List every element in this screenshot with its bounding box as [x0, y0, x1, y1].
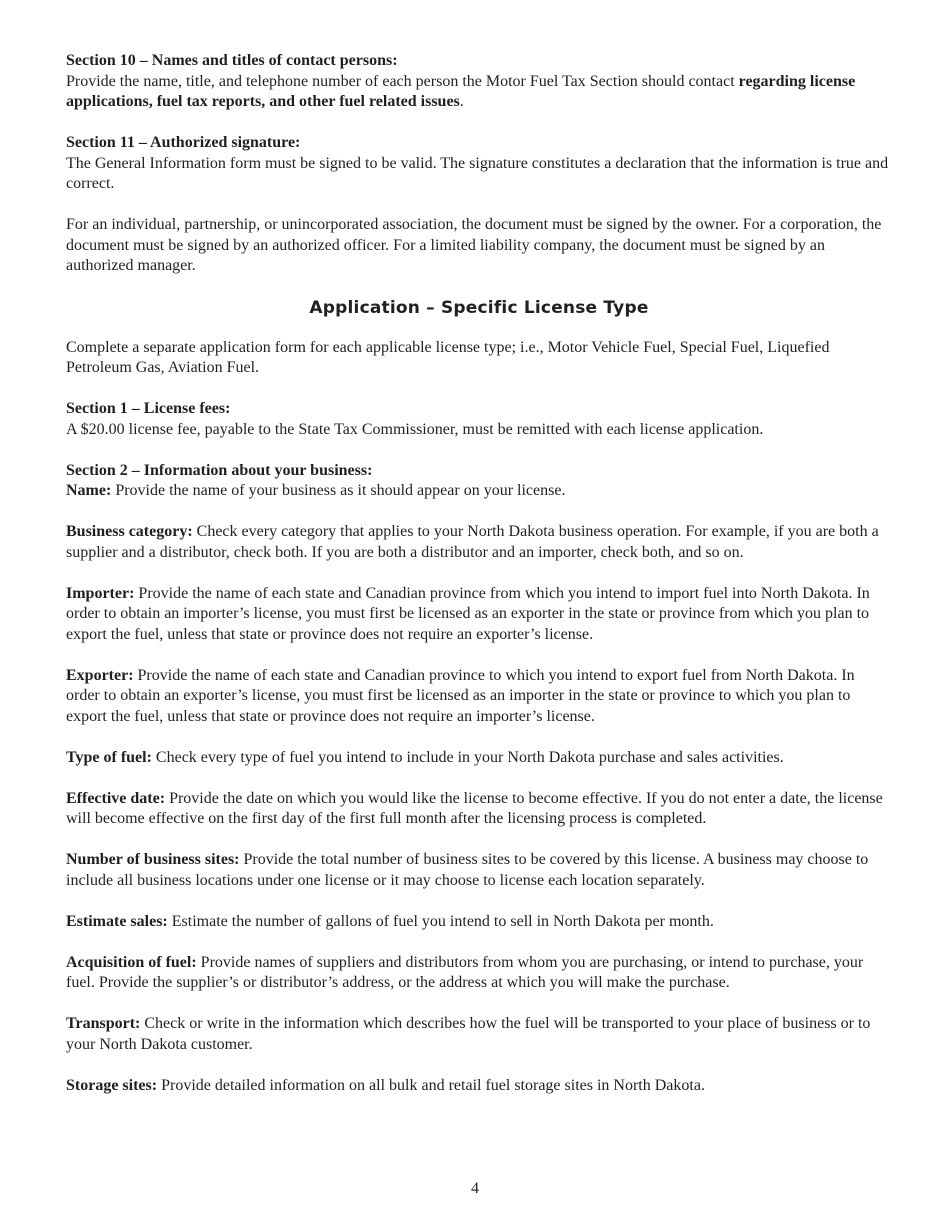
section-10-text: Provide the name, title, and telephone number of each person the Motor Fuel Tax Section should contact regarding license applications, fuel tax reports, and other fuel related issues. [66, 72, 856, 110]
business-category-paragraph: Business category: Check every category that applies to your North Dakota business operation. For example, if you are both a supplier and a distributor, check both. If you are both a distributor and an importer, check both, and so on. [66, 523, 879, 561]
section-1-title: Section 1 – License fees: [66, 400, 231, 417]
intro-paragraph: Complete a separate application form for each applicable license type; i.e., Motor Vehicle Fuel, Special Fuel, Liquefied Petroleum Gas, Aviation Fuel. [66, 338, 830, 376]
transport-paragraph: Transport: Check or write in the information which describes how the fuel will be transported to your place of business or to your North Dakota customer. [66, 1015, 871, 1053]
storage-sites-paragraph: Storage sites: Provide detailed information on all bulk and retail fuel storage sites in North Dakota. [66, 1076, 705, 1094]
estimate-sales-paragraph: Estimate sales: Estimate the number of gallons of fuel you intend to sell in North Dakota per month. [66, 912, 714, 930]
section-1-text: A $20.00 license fee, payable to the State Tax Commissioner, must be remitted with each license application. [66, 420, 764, 438]
page-number: 4 [471, 1180, 479, 1197]
section-2-title: Section 2 – Information about your business: [66, 461, 373, 479]
name-paragraph: Name: Provide the name of your business as it should appear on your license. [66, 482, 566, 499]
exporter-paragraph: Exporter: Provide the name of each state and Canadian province to which you intend to export fuel from North Dakota. In order to obtain an exporter’s license, you must first be licensed as an importer in the state or province to which you plan to export the fuel, unless that state or province does not require an importer’s license. [66, 666, 855, 725]
type-of-fuel-paragraph: Type of fuel: Check every type of fuel you intend to include in your North Dakota purchase and sales activities. [66, 748, 784, 766]
section-11-title: Section 11 – Authorized signature: [66, 134, 301, 151]
section-11-signers: For an individual, partnership, or unincorporated association, the document must be signed by the owner. For a corporation, the document must be signed by an authorized officer. For a limited liability company, the document must be signed by an authorized manager. [66, 216, 882, 274]
page-heading: Application – Specific License Type [309, 297, 649, 318]
importer-paragraph: Importer: Provide the name of each state and Canadian province from which you intend to import fuel into North Dakota. In order to obtain an importer’s license, you must first be licensed as an exporter in the state or province from which you plan to export the fuel, unless that state or province does not require an exporter’s license. [66, 584, 870, 643]
business-sites-paragraph: Number of business sites: Provide the total number of business sites to be covered by this license. A business may choose to include all business locations under one license or it may choose to license each location separately. [66, 851, 869, 889]
section-10-title: Section 10 – Names and titles of contact persons: [66, 52, 398, 69]
acquisition-paragraph: Acquisition of fuel: Provide names of suppliers and distributors from whom you are purchasing, or intend to purchase, your fuel. Provide the supplier’s or distributor’s address, or the address at which you will make the purchase. [66, 953, 864, 991]
document-page [66, 51, 892, 1096]
effective-date-paragraph: Effective date: Provide the date on which you would like the license to become effective. If you do not enter a date, the license will become effective on the first day of the first full month after the licensing process is completed. [66, 789, 883, 827]
section-11-text: The General Information form must be signed to be valid. The signature constitutes a declaration that the information is true and correct. [66, 154, 889, 192]
